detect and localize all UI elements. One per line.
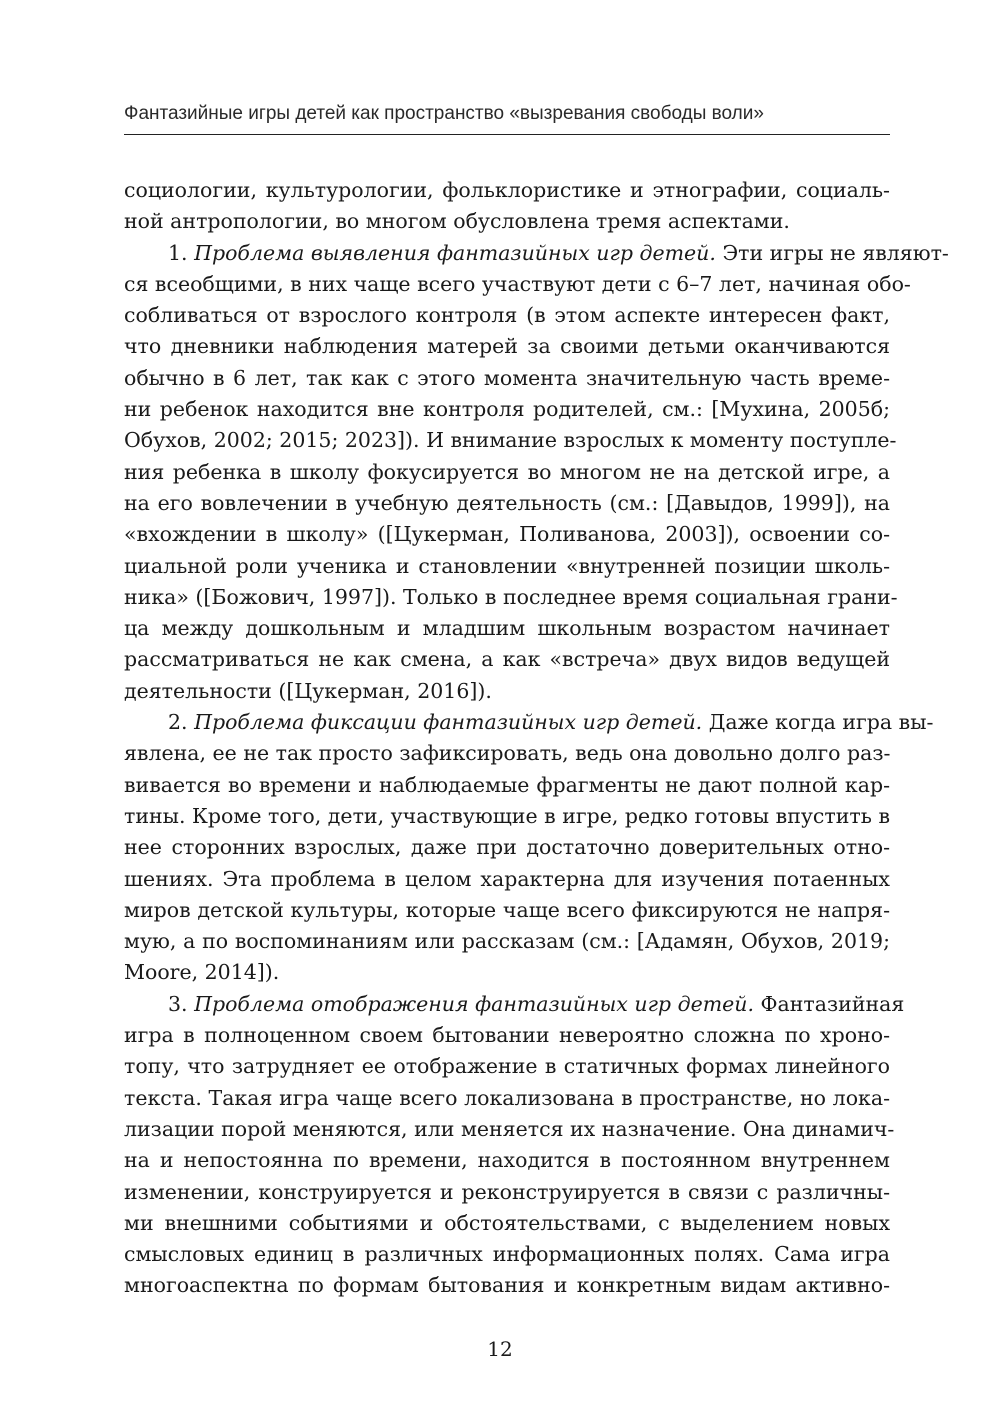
text-line: деятельности ([Цукерман, 2016]). — [124, 678, 492, 703]
item-number: 3. — [168, 991, 188, 1016]
item-number: 1. — [168, 240, 188, 265]
item-lead-text: Эти игры не являют- — [722, 240, 949, 265]
paragraph-item-3 — [124, 989, 905, 1302]
text-line: шениях. Эта проблема в целом характерна для изучения потаенных — [124, 866, 890, 891]
text-line: что дневники наблюдения матерей за своими детьми оканчиваются — [124, 334, 890, 359]
text-line: текста. Такая игра чаще всего локализована в пространстве, но лока- — [124, 1085, 890, 1110]
paragraph-lead-line — [124, 707, 934, 738]
item-heading: Проблема выявления фантазийных игр детей. — [194, 240, 716, 265]
paragraph-item-1 — [124, 238, 949, 707]
text-line: на его вовлечении в учебную деятельность (см.: [Давыдов, 1999]), на — [124, 490, 890, 515]
text-line: игра в полноценном своем бытовании невероятно сложна по хроно- — [124, 1023, 890, 1048]
page-number: 12 — [487, 1337, 513, 1361]
text-line: многоаспектна по формам бытования и конкретным видам активно- — [124, 1273, 890, 1298]
text-line: ни ребенок находится вне контроля родителей, см.: [Мухина, 2005б; — [124, 397, 890, 422]
text-line: мую, а по воспоминаниям или рассказам (см.: [Адамян, Обухов, 2019; — [124, 929, 890, 954]
text-line: миров детской культуры, которые чаще всего фиксируются не напря- — [124, 897, 890, 922]
item-lead-text: Даже когда игра вы- — [708, 710, 934, 735]
text-line: ся всеобщими, в них чаще всего участвуют дети с 6–7 лет, начиная обо- — [124, 271, 911, 296]
text-line: рассматриваться не как смена, а как «встреча» двух видов ведущей — [124, 647, 890, 672]
text-line: изменении, конструируется и реконструируется в связи с различны- — [124, 1179, 890, 1204]
paragraph-lead-line — [124, 989, 905, 1020]
header-divider — [124, 134, 890, 135]
text-line: «вхождении в школу» ([Цукерман, Поливанова, 2003]), освоении со- — [124, 522, 890, 547]
text-body — [124, 175, 949, 1302]
text-line: явлена, ее не так просто зафиксировать, ведь она довольно долго раз- — [124, 741, 891, 766]
text-line: смысловых единиц в различных информационных полях. Сама игра — [124, 1242, 890, 1267]
text-line: Обухов, 2002; 2015; 2023]). И внимание взрослых к моменту поступле- — [124, 428, 897, 453]
text-line: обычно в 6 лет, так как с этого момента значительную часть време- — [124, 365, 890, 390]
text-line: Moore, 2014]). — [124, 960, 280, 985]
paragraph-lead-line — [124, 238, 949, 269]
text-line: ния ребенка в школу фокусируется во многом не на детской игре, а — [124, 459, 890, 484]
paragraph — [124, 175, 890, 238]
text-line: ной антропологии, во многом обусловлена тремя аспектами. — [124, 209, 790, 234]
text-line: ца между дошкольным и младшим школьным возрастом начинает — [124, 616, 890, 641]
text-line: циальной роли ученика и становлении «внутренней позиции школь- — [124, 553, 890, 578]
text-line: социологии, культурологии, фольклористике и этнографии, социаль- — [124, 178, 890, 202]
text-line: вивается во времени и наблюдаемые фрагменты не дают полной кар- — [124, 772, 890, 797]
paragraph-item-2 — [124, 707, 934, 989]
text-line: нее сторонних взрослых, даже при достаточно доверительных отно- — [124, 835, 890, 860]
item-heading: Проблема отображения фантазийных игр детей. — [194, 991, 754, 1016]
text-line: лизации порой меняются, или меняется их назначение. Она динамич- — [124, 1116, 895, 1141]
running-header: Фантазийные игры детей как пространство «вызревания свободы воли» — [124, 103, 764, 124]
text-line: ми внешними событиями и обстоятельствами, с выделением новых — [124, 1210, 890, 1235]
text-line: топу, что затрудняет ее отображение в статичных формах линейного — [124, 1054, 890, 1079]
text-line: ника» ([Божович, 1997]). Только в последнее время социальная грани- — [124, 584, 898, 609]
item-heading: Проблема фиксации фантазийных игр детей. — [194, 710, 703, 735]
text-line: на и непостоянна по времени, находится в постоянном внутреннем — [124, 1148, 890, 1173]
text-line: тины. Кроме того, дети, участвующие в игре, редко готовы впустить в — [124, 803, 890, 828]
text-line: собливаться от взрослого контроля (в этом аспекте интересен факт, — [124, 303, 890, 328]
item-lead-text: Фантазийная — [760, 991, 905, 1016]
item-number: 2. — [168, 710, 188, 735]
